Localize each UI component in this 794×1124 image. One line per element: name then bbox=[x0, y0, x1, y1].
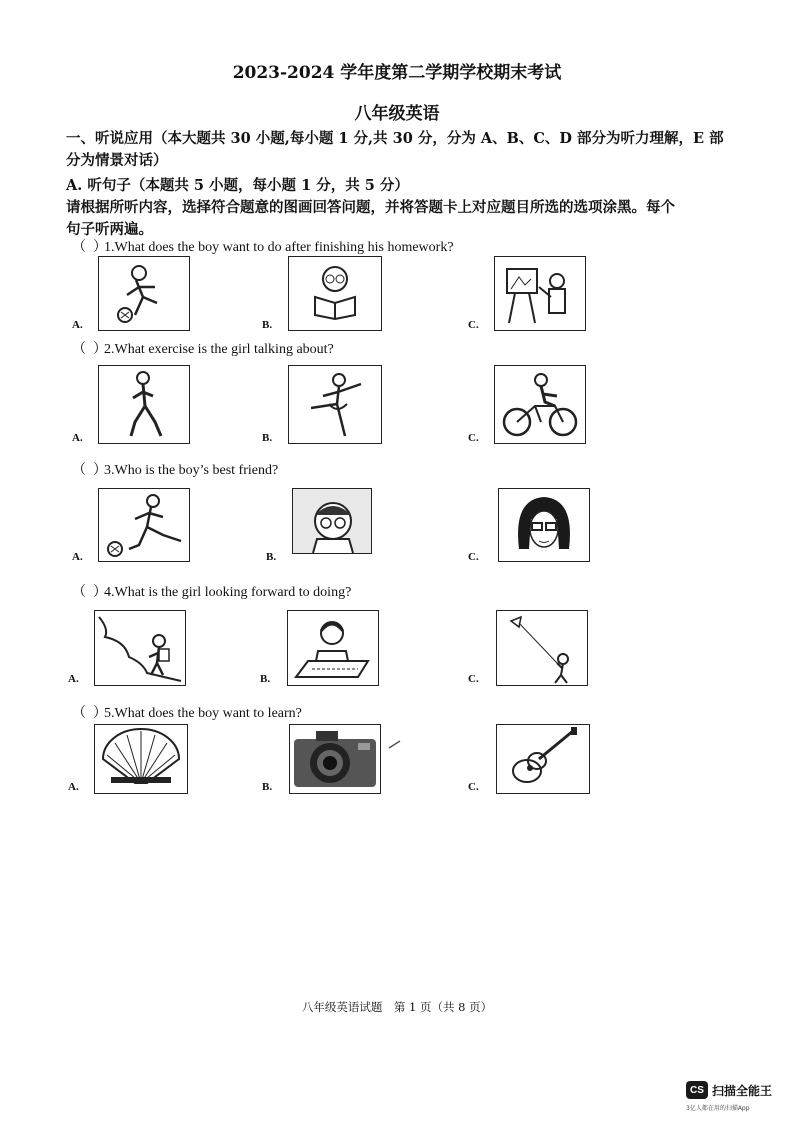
option-label: B. bbox=[260, 673, 271, 685]
option-label: A. bbox=[72, 551, 83, 563]
option-label: B. bbox=[266, 551, 277, 563]
section-heading bbox=[66, 128, 736, 172]
girl-reading-icon[interactable] bbox=[287, 610, 379, 686]
option-label: A. bbox=[68, 673, 79, 685]
boy-reading-book-icon[interactable] bbox=[288, 256, 382, 331]
girl-climbing-mountain-icon[interactable] bbox=[94, 610, 186, 686]
question-text: 1.What does the boy want to do after finishing his homework? bbox=[104, 240, 454, 255]
boy-kicking-ball-icon[interactable] bbox=[98, 488, 190, 562]
answer-bracket[interactable]: （ ） bbox=[72, 585, 107, 600]
answer-bracket[interactable]: （ ） bbox=[72, 706, 107, 721]
exam-title: 2023-2024 学年度第二学期学校期末考试 bbox=[232, 63, 562, 83]
option-label: B. bbox=[262, 432, 273, 444]
question-1 bbox=[72, 236, 454, 256]
option-label: B. bbox=[262, 319, 273, 331]
person-cycling-icon[interactable] bbox=[494, 365, 586, 444]
girl-running-icon[interactable] bbox=[98, 365, 190, 444]
question-4 bbox=[72, 581, 351, 601]
question-2 bbox=[72, 338, 334, 358]
exam-subtitle: 八年级英语 bbox=[354, 104, 440, 124]
part-a-instruction-line2: 句子听两遍。 bbox=[66, 221, 153, 238]
camera-icon[interactable] bbox=[289, 724, 381, 794]
pencil-mark-icon bbox=[388, 734, 402, 744]
option-label: A. bbox=[72, 432, 83, 444]
watermark-name: 扫描全能王 bbox=[712, 1083, 773, 1098]
boy-with-glasses-icon[interactable] bbox=[292, 488, 372, 554]
option-label: C. bbox=[468, 781, 479, 793]
scanner-watermark bbox=[686, 1081, 772, 1099]
answer-bracket[interactable]: （ ） bbox=[72, 240, 107, 255]
question-3 bbox=[72, 459, 278, 479]
girl-dancing-icon[interactable] bbox=[288, 365, 382, 444]
girl-flying-kite-icon[interactable] bbox=[496, 610, 588, 686]
boy-playing-football-icon[interactable] bbox=[98, 256, 190, 331]
question-text: 4.What is the girl looking forward to doing? bbox=[104, 585, 352, 600]
question-5 bbox=[72, 702, 302, 722]
answer-bracket[interactable]: （ ） bbox=[72, 342, 107, 357]
cs-logo-icon: CS bbox=[686, 1081, 708, 1099]
watermark-tagline: 3亿人都在用的扫描App bbox=[686, 1105, 750, 1112]
section-heading-line2: 分为情景对话） bbox=[66, 152, 168, 169]
question-text: 3.Who is the boy’s best friend? bbox=[104, 463, 279, 478]
girl-with-glasses-icon[interactable] bbox=[498, 488, 590, 562]
section-heading-line1: 一、听说应用（本大题共 30 小题,每小题 1 分,共 30 分，分为 A、B、C、D 部分为听力理解，E 部 bbox=[66, 130, 724, 147]
answer-bracket[interactable]: （ ） bbox=[72, 463, 107, 478]
option-label: C. bbox=[468, 551, 479, 563]
option-label: C. bbox=[468, 432, 479, 444]
option-label: C. bbox=[468, 319, 479, 331]
page-footer: 八年级英语试题 第 1 页（共 8 页） bbox=[301, 1000, 493, 1014]
guitar-icon[interactable] bbox=[496, 724, 590, 794]
folding-fan-icon[interactable] bbox=[94, 724, 188, 794]
question-text: 2.What exercise is the girl talking about? bbox=[104, 342, 334, 357]
part-a-block bbox=[66, 175, 736, 241]
option-label: A. bbox=[68, 781, 79, 793]
question-text: 5.What does the boy want to learn? bbox=[104, 706, 302, 721]
boy-painting-icon[interactable] bbox=[494, 256, 586, 331]
option-label: C. bbox=[468, 673, 479, 685]
part-a-heading: A. 听句子（本题共 5 小题，每小题 1 分，共 5 分） bbox=[66, 177, 409, 194]
part-a-instruction-line1: 请根据所听内容，选择符合题意的图画回答问题，并将答题卡上对应题目所选的选项涂黑。每个 bbox=[66, 199, 675, 216]
option-label: A. bbox=[72, 319, 83, 331]
option-label: B. bbox=[262, 781, 273, 793]
